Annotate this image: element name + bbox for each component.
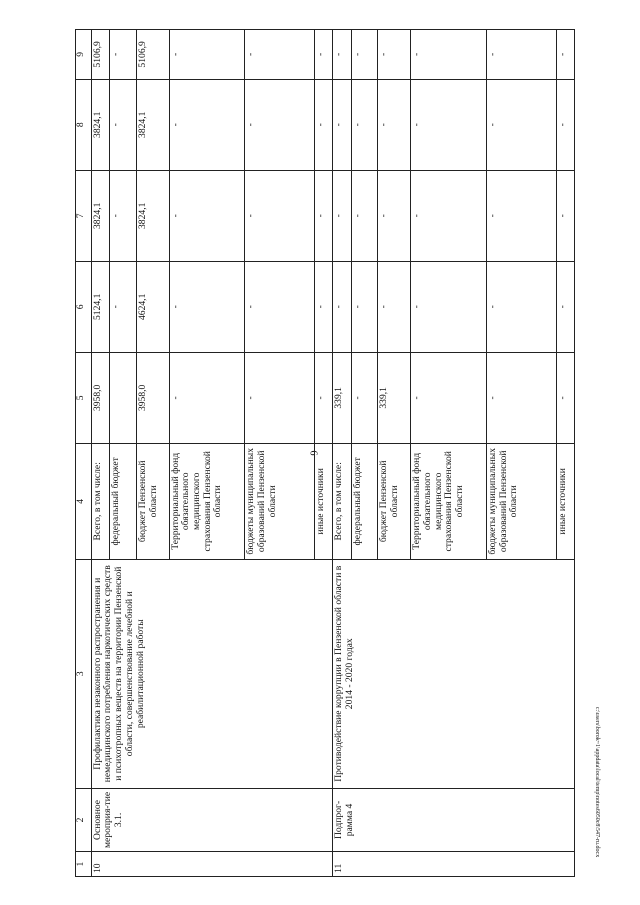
value-cell: - bbox=[110, 170, 137, 261]
value-cell bbox=[110, 352, 137, 443]
value-cell: - bbox=[245, 79, 315, 170]
value-cell: 3958,0 bbox=[136, 352, 169, 443]
source-cell: бюджеты муниципальных образований Пензенской области bbox=[245, 443, 315, 559]
value-cell: - bbox=[411, 352, 487, 443]
value-cell: - bbox=[333, 79, 351, 170]
col-num-9: 9 bbox=[76, 30, 92, 80]
value-cell: 5106,9 bbox=[136, 30, 169, 80]
value-cell: 3824,1 bbox=[136, 79, 169, 170]
value-cell: - bbox=[169, 352, 245, 443]
value-cell: - bbox=[351, 170, 378, 261]
value-cell: - bbox=[411, 170, 487, 261]
value-cell: - bbox=[556, 79, 574, 170]
row-title: Профилактика незаконного распространения и немедицинского потребления наркотических средств и психотропных веществ на территории Пензенской области, совершенствование лечебной и реабилитационной работы bbox=[91, 559, 333, 788]
row-type: Основное мероприя-тие 3.1. bbox=[91, 788, 333, 851]
table-row bbox=[91, 30, 109, 877]
col-num-4: 4 bbox=[76, 443, 92, 559]
table-row bbox=[333, 30, 351, 877]
row-title: Противодействие коррупции в Пензенской области в 2014 - 2020 годах bbox=[333, 559, 575, 788]
source-cell: иные источники bbox=[314, 443, 332, 559]
col-num-5: 5 bbox=[76, 352, 92, 443]
value-cell: - bbox=[378, 170, 411, 261]
value-cell: - bbox=[378, 30, 411, 80]
value-cell: - bbox=[333, 170, 351, 261]
value-cell: 5106,9 bbox=[91, 30, 109, 80]
value-cell: - bbox=[556, 30, 574, 80]
value-cell: - bbox=[314, 170, 332, 261]
col-num-2: 2 bbox=[76, 788, 92, 851]
col-num-6: 6 bbox=[76, 261, 92, 352]
value-cell: - bbox=[245, 30, 315, 80]
value-cell: - bbox=[411, 261, 487, 352]
source-cell: Всего, в том числе: bbox=[333, 443, 351, 559]
value-cell: - bbox=[333, 30, 351, 80]
value-cell: - bbox=[486, 261, 556, 352]
value-cell: 5124,1 bbox=[91, 261, 109, 352]
source-cell: Территориальный фонд обязательного медицинского страхования Пензенской области bbox=[169, 443, 245, 559]
value-cell: - bbox=[411, 30, 487, 80]
row-number: 10 bbox=[91, 852, 333, 877]
rotated-table-container bbox=[75, 29, 575, 877]
value-cell: - bbox=[245, 170, 315, 261]
value-cell: - bbox=[314, 30, 332, 80]
value-cell: - bbox=[556, 352, 574, 443]
value-cell: - bbox=[245, 352, 315, 443]
value-cell: 339,1 bbox=[333, 352, 351, 443]
value-cell: - bbox=[486, 170, 556, 261]
funding-table bbox=[75, 29, 575, 877]
value-cell: - bbox=[110, 79, 137, 170]
value-cell: - bbox=[486, 30, 556, 80]
value-cell: - bbox=[486, 79, 556, 170]
source-cell: иные источники bbox=[556, 443, 574, 559]
col-num-1: 1 bbox=[76, 852, 92, 877]
value-cell: 339,1 bbox=[378, 352, 411, 443]
source-cell: бюджет Пензенской области bbox=[378, 443, 411, 559]
value-cell: 3824,1 bbox=[91, 170, 109, 261]
value-cell: - bbox=[351, 261, 378, 352]
value-cell: - bbox=[556, 170, 574, 261]
value-cell: - bbox=[351, 352, 378, 443]
value-cell: - bbox=[314, 261, 332, 352]
column-number-row bbox=[76, 30, 92, 877]
value-cell: - bbox=[245, 261, 315, 352]
value-cell: - bbox=[333, 261, 351, 352]
value-cell: - bbox=[378, 261, 411, 352]
value-cell: - bbox=[169, 79, 245, 170]
col-num-7: 7 bbox=[76, 170, 92, 261]
col-num-3: 3 bbox=[76, 559, 92, 788]
source-cell: бюджеты муниципальных образований Пензенской области bbox=[486, 443, 556, 559]
row-number: 11 bbox=[333, 852, 575, 877]
value-cell: - bbox=[378, 79, 411, 170]
value-cell: - bbox=[351, 30, 378, 80]
source-cell: Территориальный фонд обязательного медицинского страхования Пензенской области bbox=[411, 443, 487, 559]
value-cell: - bbox=[314, 79, 332, 170]
value-cell: 3824,1 bbox=[136, 170, 169, 261]
value-cell: - bbox=[556, 261, 574, 352]
value-cell: 3824,1 bbox=[91, 79, 109, 170]
value-cell: - bbox=[110, 30, 137, 80]
value-cell: - bbox=[486, 352, 556, 443]
value-cell: - bbox=[169, 30, 245, 80]
value-cell: - bbox=[314, 352, 332, 443]
value-cell: 4624,1 bbox=[136, 261, 169, 352]
file-path-footer: c:\users\borok~1\appdata\local\temp\notes6050c8\547-ru.docx bbox=[594, 706, 600, 858]
source-cell: Всего, в том числе: bbox=[91, 443, 109, 559]
row-type: Подпрог-рамма 4 bbox=[333, 788, 575, 851]
value-cell: 3958,0 bbox=[91, 352, 109, 443]
col-num-8: 8 bbox=[76, 79, 92, 170]
source-cell: федеральный бюджет bbox=[351, 443, 378, 559]
value-cell: - bbox=[351, 79, 378, 170]
value-cell: - bbox=[169, 170, 245, 261]
source-cell: федеральный бюджет bbox=[110, 443, 137, 559]
value-cell: - bbox=[169, 261, 245, 352]
source-cell: бюджет Пензенской области bbox=[136, 443, 169, 559]
value-cell: - bbox=[110, 261, 137, 352]
value-cell: - bbox=[411, 79, 487, 170]
page-number: 6 bbox=[307, 450, 319, 456]
